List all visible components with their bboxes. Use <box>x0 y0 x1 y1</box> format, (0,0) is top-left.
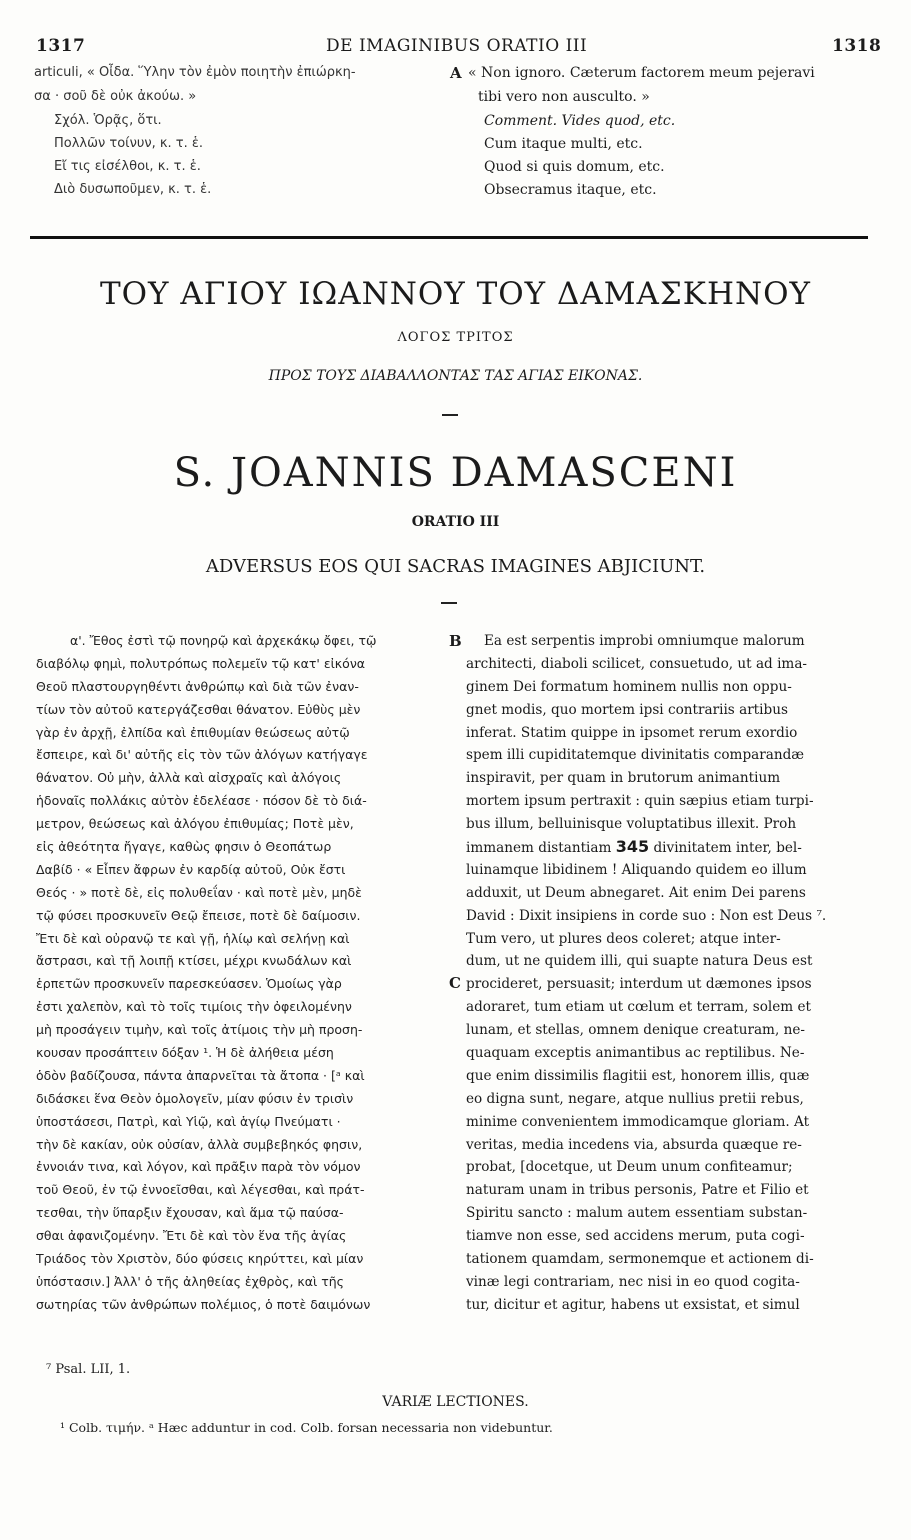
latin-title: S. JOANNIS DAMASCENI <box>173 450 738 496</box>
running-title: DE IMAGINIBUS ORATIO III <box>326 36 588 56</box>
greek-text-line: τοῦ Θεοῦ, ἐν τῷ ἐννοεῖσθαι, καὶ λέγεσθαι, καὶ πράτ- <box>36 1182 365 1198</box>
greek-text-line: Ἔτι δὲ καὶ οὐρανῷ τε καὶ γῇ, ἡλίῳ καὶ σελήνῃ καὶ <box>36 930 350 946</box>
latin-text-line: probat, [docetque, ut Deum unum confiteamur; <box>466 1159 793 1176</box>
greek-text-line: ὑποστάσεσι, Πατρὶ, καὶ Υἱῷ, καὶ ἁγίῳ Πνεύματι · <box>36 1113 341 1129</box>
margin-letter-c: C <box>449 974 461 992</box>
top-greek-line: Σχόλ. Ὁρᾷς, ὅτι. <box>54 113 162 128</box>
greek-text-line: τεσθαι, τὴν ὕπαρξιν ἔχουσαν, καὶ ἅμα τῷ παύσα- <box>36 1205 344 1221</box>
latin-text-line: inferat. Statim quippe in ipsomet rerum exordio <box>466 724 798 741</box>
latin-subtitle: ORATIO III <box>411 514 500 530</box>
greek-text-line: μὴ προσάγειν τιμὴν, καὶ τοῖς ἀτίμοις τὴν μὴ προση- <box>36 1022 363 1038</box>
greek-text-line: διδάσκει ἕνα Θεὸν ὁμολογεῖν, μίαν φύσιν ἐν τρισὶν <box>36 1090 354 1106</box>
greek-text-line: Δαβίδ · « Εἶπεν ἄφρων ἐν καρδίᾳ αὐτοῦ, Οὐκ ἔστι <box>36 861 346 877</box>
latin-text-line: adduxit, ut Deum abnegaret. Ait enim Dei parens <box>466 884 806 901</box>
latin-text-line: inspiravit, per quam in brutorum animantium <box>466 770 781 787</box>
greek-text-line: σωτηρίας τῶν ἀνθρώπων πολέμιος, ὁ ποτὲ δαιμόνων <box>36 1296 371 1312</box>
latin-text-line: architecti, diaboli scilicet, consuetudo, ut ad ima- <box>466 655 808 672</box>
greek-text-line: Θεοῦ πλαστουργηθέντι ἀνθρώπῳ καὶ διὰ τῶν ἐναν- <box>36 678 359 694</box>
latin-text-line: David : Dixit insipiens in corde suo : Non est Deus ⁷. <box>466 907 827 924</box>
latin-subtitle-2: ADVERSUS EOS QUI SACRAS IMAGINES ABJICIUNT. <box>205 556 706 577</box>
greek-text-line: α'. Ἔθος ἐστὶ τῷ πονηρῷ καὶ ἀρχεκάκῳ ὄφει, τῷ <box>70 633 377 648</box>
latin-text-line: gnet modis, quo mortem ipsi contrariis artibus <box>466 701 788 718</box>
latin-text-line: que enim dissimilis flagitii est, honorem illis, quæ <box>466 1067 810 1084</box>
latin-text-line: quaquam exceptis animantibus ac reptilibus. Ne- <box>466 1045 805 1062</box>
greek-text-line: θάνατον. Οὐ μὴν, ἀλλὰ καὶ αἰσχραῖς καὶ ἀλόγοις <box>36 770 342 786</box>
top-latin-line: Quod si quis domum, etc. <box>484 159 665 175</box>
latin-text-fragment: divinitatem inter, bel- <box>653 840 802 857</box>
latin-text-line: adoraret, tum etiam ut cœlum et terram, solem et <box>466 999 811 1016</box>
greek-text-line: μετρον, θεώσεως καὶ ἀλόγου ἐπιθυμίας; Ποτὲ μὲν, <box>36 816 354 832</box>
latin-text-line-with-number <box>466 836 826 859</box>
greek-text-line: σθαι ἀφανιζομένην. Ἔτι δὲ καὶ τὸν ἕνα τῆς ἁγίας <box>36 1228 347 1244</box>
section-rule <box>30 236 868 239</box>
page-number-right: 1318 <box>832 36 882 56</box>
margin-letter-b: B <box>449 632 462 650</box>
latin-text-line: tiamve non esse, sed accidens merum, puta cogi- <box>466 1228 805 1245</box>
latin-text-line: lunam, et stellas, omnem denique creaturam, ne- <box>466 1022 805 1039</box>
title-dash <box>442 414 458 416</box>
greek-text-line: τὴν δὲ κακίαν, οὐκ οὐσίαν, ἀλλὰ συμβεβηκός φησιν, <box>36 1136 363 1152</box>
greek-text-line: διαβόλῳ φημὶ, πολυτρόπως πολεμεῖν τῷ κατ' εἰκόνα <box>36 655 366 671</box>
latin-text-line: naturam unam in tribus personis, Patre et Filio et <box>466 1182 809 1199</box>
greek-text-line: εἰς ἀθεότητα ἤγαγε, καθὼς φησιν ὁ Θεοπάτωρ <box>36 839 332 855</box>
top-latin-line: Obsecramus itaque, etc. <box>484 182 657 198</box>
variae-lectiones-text: ¹ Colb. τιμήν. ᵃ Hæc adduntur in cod. Colb. forsan necessaria non videbuntur. <box>60 1420 553 1435</box>
top-latin-line: tibi vero non ausculto. » <box>478 89 650 105</box>
greek-title: ΤΟΥ ΑΓΙΟΥ ΙΩΑΝΝΟΥ ΤΟΥ ΔΑΜΑΣΚΗΝΟΥ <box>99 276 812 312</box>
top-greek-line: Πολλῶν τοίνυν, κ. τ. ἑ. <box>54 136 204 151</box>
footnote: ⁷ Psal. LII, 1. <box>46 1362 131 1377</box>
greek-text-line: ἑρπετῶν προσκυνεῖν παρεσκεύασεν. Ὁμοίως γὰρ <box>36 976 342 992</box>
top-greek-line: articuli, « Οἶδα. Ὕλην τὸν ἐμὸν ποιητὴν ἐπιώρκη- <box>34 65 356 80</box>
latin-text-line: spem illi cupiditatemque divinitatis comparandæ <box>466 747 805 764</box>
latin-text-line: ginem Dei formatum hominem nullis non oppu- <box>466 678 792 695</box>
latin-text-line: bus illum, belluinisque voluptatibus illexit. Proh <box>466 816 797 833</box>
latin-text-line: vinæ legi contrariam, nec nisi in eo quod cogita- <box>466 1273 800 1290</box>
top-greek-line: σα · σοῦ δὲ οὐκ ἀκούω. » <box>34 89 197 104</box>
latin-column <box>466 630 826 1317</box>
margin-letter-a: A <box>450 64 462 82</box>
greek-subtitle-2: ΠΡΟΣ ΤΟΥΣ ΔΙΑΒΑΛΛΟΝΤΑΣ ΤΑΣ ΑΓΙΑΣ ΕΙΚΟΝΑΣ. <box>268 368 643 384</box>
latin-text-line: tur, dicitur et agitur, habens ut exsistat, et simul <box>466 1296 800 1313</box>
greek-subtitle: ΛΟΓΟΣ ΤΡΙΤΟΣ <box>397 330 514 345</box>
greek-text-line: ἐννοιάν τινα, καὶ λόγον, καὶ πρᾶξιν παρὰ τὸν νόμον <box>36 1159 361 1175</box>
greek-text-line: Τριάδος τὸν Χριστὸν, δύο φύσεις κηρύττει, καὶ μίαν <box>36 1251 364 1267</box>
greek-column <box>36 630 376 1317</box>
top-latin-line: Cum itaque multi, etc. <box>484 136 643 152</box>
latin-text-line: tationem quamdam, sermonemque et actionem di- <box>466 1251 814 1268</box>
latin-text-line: mortem ipsum pertraxit : quin sæpius etiam turpi- <box>466 793 814 810</box>
greek-text-line: ἡδοναῖς πολλάκις αὐτὸν ἐδελέασε · πόσον δὲ τὸ διά- <box>36 793 367 809</box>
top-latin-line: Comment. Vides quod, etc. <box>484 113 676 129</box>
latin-text-line: procideret, persuasit; interdum ut dæmones ipsos <box>466 976 812 993</box>
greek-text-line: τίων τὸν αὐτοῦ κατεργάζεσθαι θάνατον. Εὐθὺς μὲν <box>36 701 361 717</box>
top-latin-line: « Non ignoro. Cæterum factorem meum pejeravi <box>468 65 815 81</box>
greek-text-line: ὁδὸν βαδίζουσα, πάντα ἀπαρνεῖται τὰ ἄτοπα · [ᵃ καὶ <box>36 1067 365 1083</box>
latin-text-line: Spiritu sancto : malum autem essentiam substan- <box>466 1205 808 1222</box>
top-greek-line: Διὸ δυσωποῦμεν, κ. τ. ἑ. <box>54 182 212 197</box>
column-number: 345 <box>615 837 650 857</box>
variae-lectiones-title: VARIÆ LECTIONES. <box>382 1394 529 1410</box>
greek-text-line: Θεός · » ποτὲ δὲ, εἰς πολυθεΐαν · καὶ ποτὲ μὲν, μηδὲ <box>36 884 362 900</box>
greek-text-line: ἐστι χαλεπὸν, καὶ τὸ τοῖς τιμίοις τὴν ὀφειλομένην <box>36 999 352 1015</box>
greek-text-line: γὰρ ἐν ἀρχῇ, ἐλπίδα καὶ ἐπιθυμίαν θεώσεως αὐτῷ <box>36 724 350 740</box>
page-number-left: 1317 <box>36 36 86 56</box>
latin-text-line: minime convenientem immodicamque gloriam. At <box>466 1113 810 1130</box>
latin-text-fragment: immanem distantiam <box>466 840 612 857</box>
latin-text-line: luinamque libidinem ! Aliquando quidem eo illum <box>466 861 807 878</box>
latin-text-line: veritas, media incedens via, absurda quæque re- <box>466 1136 802 1153</box>
greek-text-line: τῷ φύσει προσκυνεῖν Θεῷ ἔπεισε, ποτὲ δὲ δαίμοσιν. <box>36 907 361 923</box>
latin-text-line: dum, ut ne quidem illi, qui suapte natura Deus est <box>466 953 813 970</box>
top-greek-line: Εἴ τις εἰσέλθοι, κ. τ. ἑ. <box>54 159 201 174</box>
greek-text-line: κουσαν προσάπτειν δόξαν ¹. Ἡ δὲ ἀλήθεια μέση <box>36 1045 334 1061</box>
title-dash <box>441 602 457 604</box>
greek-text-line: ἔσπειρε, καὶ δι' αὐτῆς εἰς τὸν τῶν ἀλόγων κατήγαγε <box>36 747 368 763</box>
greek-text-line: ἄστρασι, καὶ τῇ λοιπῇ κτίσει, μέχρι κνωδάλων καὶ <box>36 953 352 969</box>
latin-text-line: eo digna sunt, negare, atque nullius pretii rebus, <box>466 1090 804 1107</box>
latin-text-line: Ea est serpentis improbi omniumque malorum <box>484 633 805 649</box>
greek-text-line: ὑπόστασιν.] Ἀλλ' ὁ τῆς ἀληθείας ἐχθρὸς, καὶ τῆς <box>36 1273 345 1289</box>
latin-text-line: Tum vero, ut plures deos coleret; atque inter- <box>466 930 781 947</box>
